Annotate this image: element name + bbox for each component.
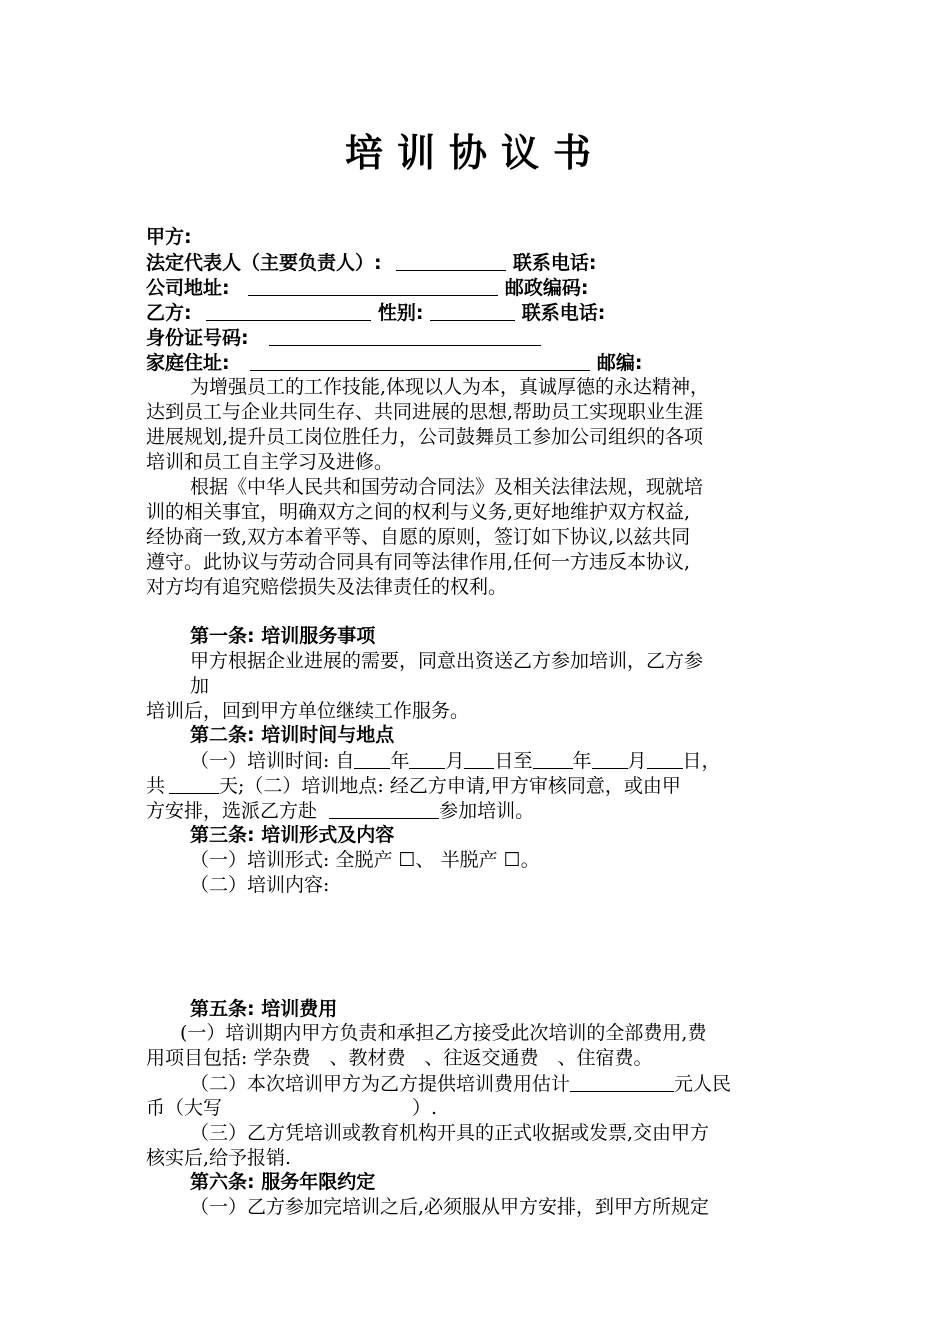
intro-p2-line: 遵守。此协议与劳动合同具有同等法律作用,任何一方违反本协议,	[146, 551, 691, 573]
fee-estimate-row	[190, 1071, 731, 1096]
contact-phone-b-label: 联系电话:	[521, 302, 606, 324]
total-label: 共	[146, 775, 166, 797]
article2-heading: 第二条: 培训时间与地点	[190, 724, 395, 746]
end-year-blank	[533, 750, 573, 769]
article3-heading: 第三条: 培训形式及内容	[190, 824, 395, 846]
article1-line: 加	[190, 675, 210, 697]
day-end-label: 日，	[682, 750, 721, 772]
article6-line: （一）乙方参加完培训之后,必须服从甲方安排，到甲方所规定	[190, 1196, 710, 1218]
training-place-blank	[329, 800, 439, 819]
intro-p1-line: 达到员工与企业共同生存、共同进展的思想,帮助员工实现职业生涯	[146, 401, 704, 423]
legal-rep-label: 法定代表人（主要负责人）:	[146, 252, 382, 274]
training-time-row	[190, 748, 721, 773]
intro-p2-line: 训的相关事宜，明确双方之间的权利与义务,更好地维护双方权益,	[146, 501, 691, 523]
home-address-blank	[250, 352, 590, 371]
month-label-2: 月	[627, 750, 647, 772]
home-address-row	[146, 350, 642, 375]
intro-p1-line: 为增强员工的工作技能,体现以人为本，真诚厚德的永达精神，	[190, 376, 710, 398]
end-day-blank	[647, 750, 683, 769]
party-b-blank	[206, 302, 371, 321]
company-address-row	[146, 275, 588, 300]
training-time-label: （一）培训时间: 自	[190, 750, 355, 772]
zip-label: 邮编:	[596, 352, 643, 374]
intro-p2-line: 经协商一致,双方本着平等、自愿的原则，签订如下协议,以兹共同	[146, 526, 691, 548]
training-place-text: 天;（二）培训地点: 经乙方申请,甲方审核同意，或由甲	[219, 775, 681, 797]
days-blank	[169, 775, 219, 794]
legal-rep-blank	[396, 252, 506, 271]
intro-p2-line: 对方均有追究赔偿损失及法律责任的权利。	[146, 576, 508, 598]
training-place-row	[146, 798, 534, 823]
attend-training-text: 参加培训。	[439, 800, 535, 822]
intro-p1-line: 进展规划,提升员工岗位胜任力，公司鼓舞员工参加公司组织的各项	[146, 426, 704, 448]
article5-line: （三）乙方凭培训或教育机构开具的正式收据或发票,交由甲方	[190, 1122, 710, 1144]
fee-estimate-blank	[570, 1073, 674, 1092]
fee-unit-label: 元人民	[674, 1073, 732, 1095]
id-number-row	[146, 325, 541, 350]
training-form-row	[190, 848, 540, 872]
legal-rep-row	[146, 250, 596, 275]
party-a-label: 甲方:	[146, 226, 192, 248]
article5-line: 核实后,给予报销.	[146, 1147, 292, 1169]
fee-estimate-label: （二）本次培训甲方为乙方提供培训费用估计	[190, 1073, 571, 1095]
training-content-label: （二）培训内容:	[190, 874, 330, 896]
part-time-checkbox[interactable]: ☐	[503, 849, 521, 871]
intro-p2-line: 根据《中华人民共和国劳动合同法》及相关法律法规，现就培	[190, 476, 704, 498]
year-label: 年	[390, 750, 410, 772]
article5-line: 用项目包括: 学杂费 、教材费 、往返交通费 、住宿费。	[146, 1047, 653, 1069]
training-form-label: （一）培训形式: 全脱产	[190, 849, 393, 871]
training-form-end: 。	[520, 849, 540, 871]
article1-heading: 第一条: 培训服务事项	[190, 625, 376, 647]
company-address-blank	[248, 277, 498, 296]
id-number-label: 身份证号码:	[146, 327, 249, 349]
gender-label: 性别:	[377, 302, 424, 324]
document-title: 培训协议书	[344, 131, 605, 175]
start-day-blank	[464, 750, 494, 769]
training-place-label: 方安排，选派乙方赴	[146, 800, 318, 822]
training-days-row	[146, 773, 681, 798]
intro-p1-line: 培训和员工自主学习及进修。	[146, 451, 394, 473]
company-address-label: 公司地址:	[146, 277, 230, 299]
id-number-blank	[269, 327, 541, 346]
end-month-blank	[592, 750, 628, 769]
start-month-blank	[409, 750, 445, 769]
full-time-checkbox[interactable]: ☐	[398, 849, 416, 871]
start-year-blank	[354, 750, 390, 769]
party-b-label: 乙方:	[146, 302, 192, 324]
year-label-2: 年	[572, 750, 592, 772]
article1-line: 甲方根据企业进展的需要，同意出资送乙方参加培训，乙方参	[190, 650, 704, 672]
article5-line: (一）培训期内甲方负责和承担乙方接受此次培训的全部费用,费	[180, 1022, 707, 1044]
article1-line: 培训后，回到甲方单位继续工作服务。	[146, 700, 470, 722]
party-b-row	[146, 300, 605, 325]
contact-phone-label: 联系电话:	[512, 252, 597, 274]
article6-heading: 第六条: 服务年限约定	[190, 1171, 376, 1193]
gender-blank	[430, 302, 515, 321]
part-time-label: 、 半脱产	[415, 849, 498, 871]
home-address-label: 家庭住址:	[146, 352, 230, 374]
month-label: 月	[445, 750, 465, 772]
article5-line: 币（大写 ）.	[146, 1097, 438, 1119]
day-to-label: 日至	[494, 750, 533, 772]
postal-code-label: 邮政编码:	[504, 277, 589, 299]
article5-heading: 第五条: 培训费用	[190, 998, 338, 1020]
